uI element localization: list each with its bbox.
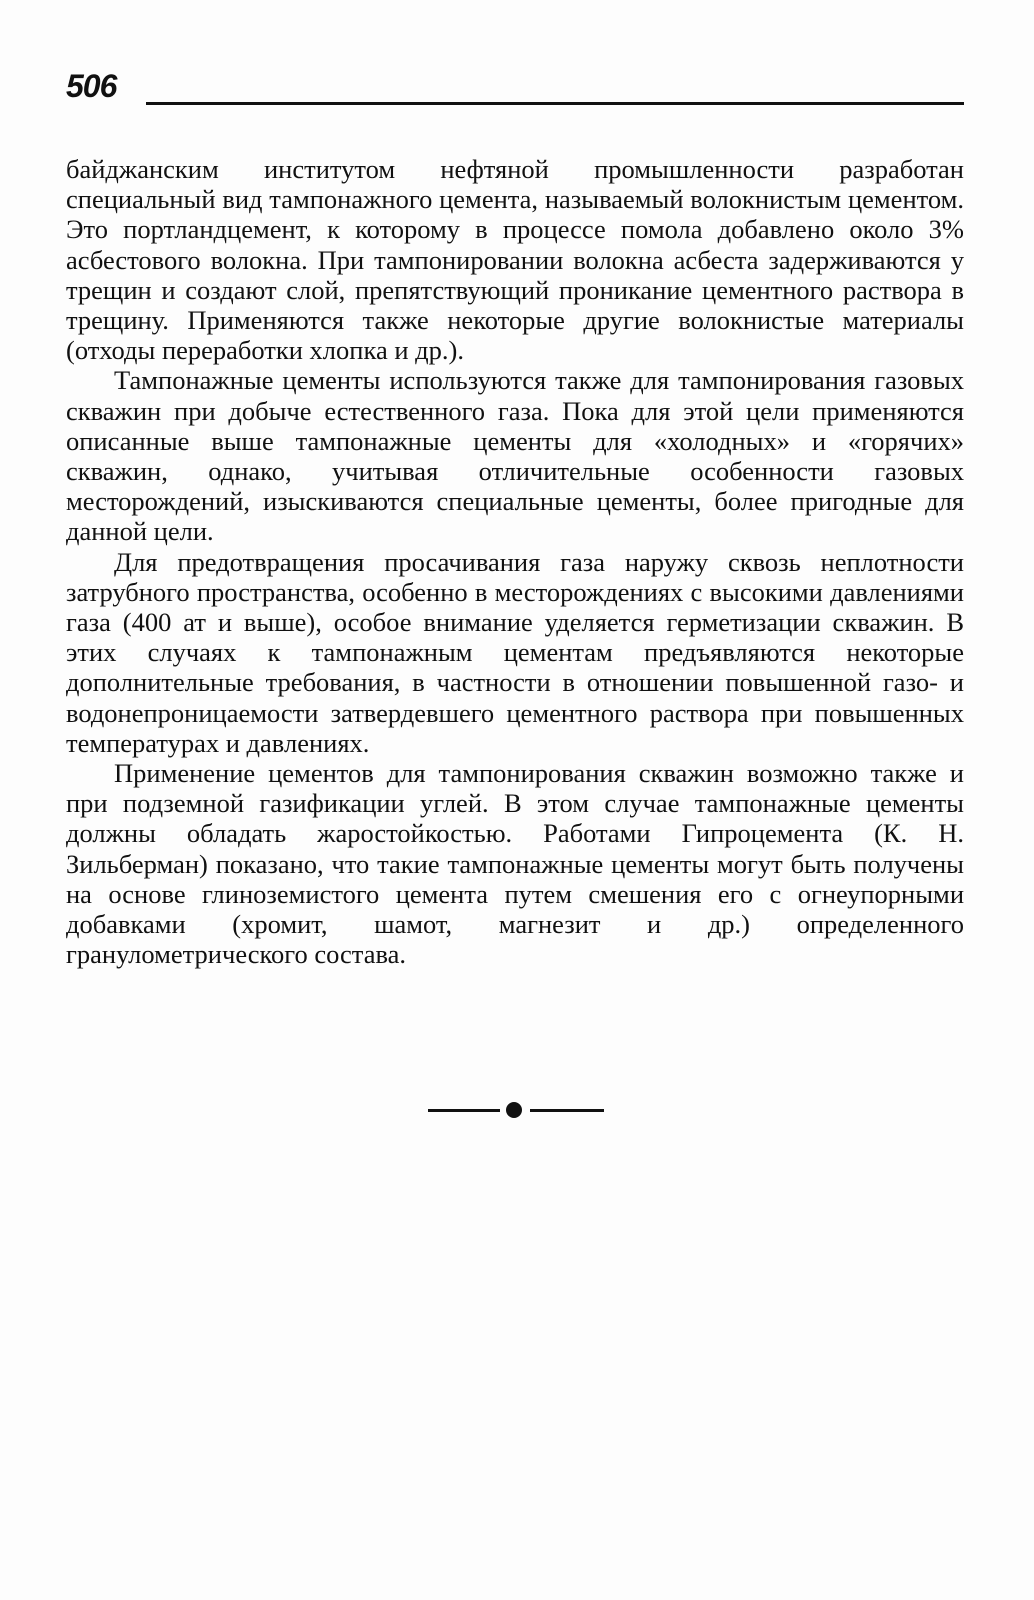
paragraph-gas-wells: Тампонажные цементы используются также для тампонирования газовых скважин при добыче естественного газа. Пока для этой цели применяются описанные выше тампонажные цементы для «холодных» и «горячих» скважин, однако, учитывая отличительные особенности газовых месторождений, изыскиваются специальные цементы, более пригодные для данной цели. bbox=[66, 365, 964, 547]
paragraph-continued: байджанским институтом нефтяной промышленности разработан специальный вид тампонажного цемента, называемый волокнистым цементом. Это портландцемент, к которому в процессе помола добавлено около 3% асбестового волокна. При тампонировании волокна асбеста задерживаются у трещин и создают слой, препятствующий проникание цементного раствора в трещину. Применяются также некоторые другие волокнистые материалы (отходы переработки хлопка и др.). bbox=[66, 154, 964, 366]
ornament-line-right bbox=[530, 1109, 604, 1112]
page-number: 506 bbox=[66, 68, 117, 104]
body-text bbox=[66, 154, 964, 969]
page-header bbox=[66, 66, 964, 116]
ornament-line-left bbox=[428, 1109, 500, 1112]
ornament-dot bbox=[506, 1102, 522, 1118]
header-rule bbox=[146, 102, 964, 105]
paragraph-gasification: Применение цементов для тампонирования скважин возможно также и при подземной газификации углей. В этом случае тампонажные цементы должны обладать жаростойкостью. Работами Гипроцемента (К. Н. Зильберман) показано, что такие тампонажные цементы могут быть получены на основе глиноземистого цемента путем смешения его с огнеупорными добавками (хромит, шамот, магнезит и др.) определенного гранулометрического состава. bbox=[66, 758, 964, 970]
section-end-ornament bbox=[428, 1098, 604, 1122]
paragraph-sealing: Для предотвращения просачивания газа наружу сквозь неплотности затрубного пространства, особенно в месторождениях с высокими давлениями газа (400 ат и выше), особое внимание уделяется герметизации скважин. В этих случаях к тампонажным цементам предъявляются некоторые дополнительные требования, в частности в отношении повышенной газо- и водонепроницаемости затвердевшего цементного раствора при повышенных температурах и давлениях. bbox=[66, 546, 964, 758]
